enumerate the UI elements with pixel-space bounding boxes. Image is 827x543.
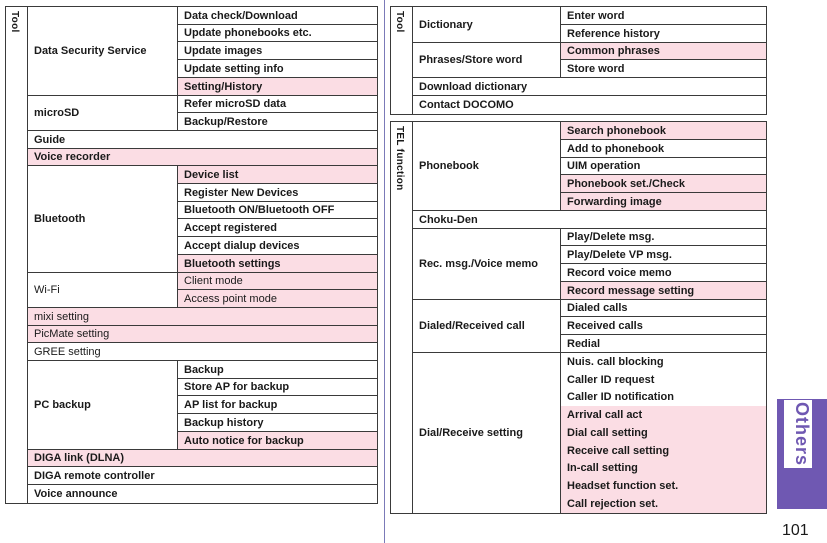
- category-label-text: TEL function: [394, 126, 405, 191]
- menu-subitem: Accept dialup devices: [178, 237, 377, 255]
- menu-subitem: Bluetooth ON/Bluetooth OFF: [178, 202, 377, 219]
- menu-item: Guide: [28, 131, 377, 149]
- menu-subitem: Arrival call act: [561, 406, 766, 424]
- menu-group-label: microSD: [28, 96, 178, 131]
- menu-subitem: Headset function set.: [561, 477, 766, 495]
- menu-group-label: Phrases/Store word: [413, 43, 561, 78]
- menu-subitem: In-call setting: [561, 459, 766, 477]
- menu-item: Voice recorder: [28, 149, 377, 166]
- menu-subitem: Access point mode: [178, 290, 377, 308]
- menu-item: GREE setting: [28, 343, 377, 361]
- menu-subitem: Store word: [561, 60, 766, 78]
- tool-menu-table-left: [5, 6, 378, 504]
- menu-group-label: Phonebook: [413, 122, 561, 211]
- menu-subitem: Dialed calls: [561, 300, 766, 317]
- menu-item: Choku-Den: [413, 211, 766, 229]
- menu-item: DIGA link (DLNA): [28, 450, 377, 467]
- menu-subitem: Accept registered: [178, 219, 377, 237]
- menu-item: Contact DOCOMO: [419, 99, 514, 111]
- menu-subitem: Enter word: [561, 7, 766, 25]
- menu-subitem: Setting/History: [178, 78, 377, 96]
- menu-group-label: Bluetooth: [28, 166, 178, 273]
- menu-subitem: Auto notice for backup: [178, 432, 377, 450]
- category-label-text: Tool: [9, 11, 20, 33]
- menu-subitem: Search phonebook: [561, 122, 766, 140]
- menu-subitem: Received calls: [561, 317, 766, 335]
- menu-subitem: Redial: [561, 335, 766, 353]
- category-label: [391, 7, 413, 114]
- menu-subitem: Refer microSD data: [178, 96, 377, 113]
- menu-subitem: Caller ID request: [567, 373, 655, 386]
- tool-menu-table-right: [390, 6, 767, 115]
- menu-group-label: PC backup: [28, 361, 178, 450]
- menu-subitem: Bluetooth settings: [178, 255, 377, 273]
- menu-group-label: Data Security Service: [28, 7, 178, 96]
- menu-subitem: Update phonebooks etc.: [178, 25, 377, 42]
- menu-group-label: Dialed/Received call: [413, 300, 561, 353]
- menu-item: Voice announce: [34, 488, 118, 500]
- menu-subitem: Receive call setting: [561, 442, 766, 459]
- tel-function-table: [390, 121, 767, 514]
- menu-group-label: Rec. msg./Voice memo: [413, 229, 561, 300]
- menu-subitem: Play/Delete VP msg.: [561, 246, 766, 264]
- menu-subitem: Register New Devices: [178, 184, 377, 202]
- menu-subitem: Backup/Restore: [178, 113, 377, 131]
- menu-subitem: Caller ID notification: [567, 391, 674, 403]
- category-label: [391, 122, 413, 513]
- menu-subitem: Common phrases: [561, 43, 766, 60]
- page-number: 101: [782, 522, 809, 539]
- page-divider: [384, 0, 385, 543]
- menu-subitem: Reference history: [561, 25, 766, 43]
- menu-subitem: Dial call setting: [561, 424, 766, 442]
- menu-group-label: Dial/Receive setting: [413, 353, 561, 513]
- menu-subitem: Record message setting: [561, 282, 766, 300]
- menu-subitem: Play/Delete msg.: [561, 229, 766, 246]
- menu-subitem: Record voice memo: [561, 264, 766, 282]
- menu-item: DIGA remote controller: [28, 467, 377, 485]
- category-label-text: Tool: [394, 11, 405, 33]
- category-label: [6, 7, 28, 503]
- menu-item: PicMate setting: [28, 326, 377, 343]
- menu-subitem: Store AP for backup: [178, 379, 377, 396]
- menu-group-label: Wi-Fi: [28, 273, 178, 308]
- side-tab-label: Others: [784, 400, 812, 468]
- menu-subitem: Forwarding image: [561, 193, 766, 211]
- menu-subitem: Call rejection set.: [561, 495, 766, 513]
- menu-item: mixi setting: [28, 308, 377, 326]
- menu-subitem: Nuis. call blocking: [567, 356, 664, 368]
- menu-group-label: Dictionary: [413, 7, 561, 43]
- menu-subitem: Add to phonebook: [561, 140, 766, 158]
- menu-subitem: UIM operation: [561, 158, 766, 175]
- menu-subitem: AP list for backup: [178, 396, 377, 414]
- menu-subitem: Phonebook set./Check: [561, 175, 766, 193]
- menu-subitem: Data check/Download: [178, 7, 377, 25]
- menu-subitem: Update setting info: [178, 60, 377, 78]
- menu-subitem: Client mode: [178, 273, 377, 290]
- menu-item: Download dictionary: [413, 78, 766, 96]
- menu-subitem: Backup history: [178, 414, 377, 432]
- menu-subitem: Device list: [178, 166, 377, 184]
- menu-subitem: Update images: [178, 42, 377, 60]
- menu-subitem: Backup: [178, 361, 377, 379]
